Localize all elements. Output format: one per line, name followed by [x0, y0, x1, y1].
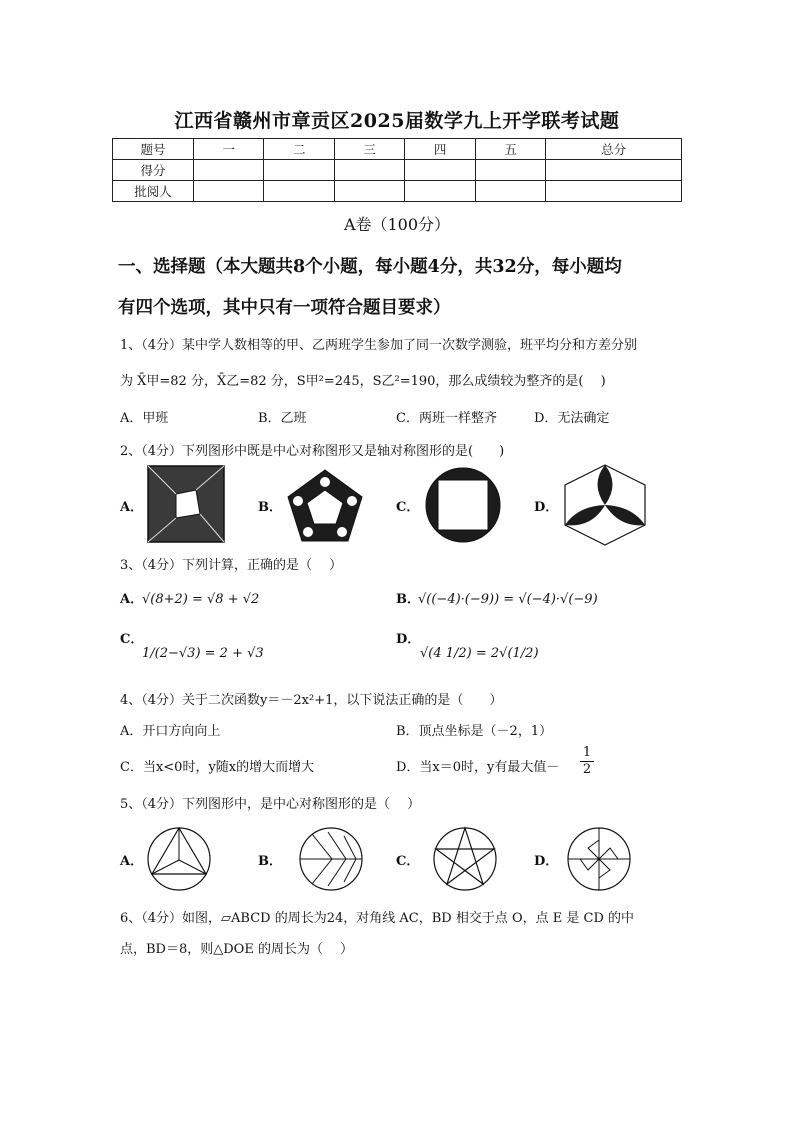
- q5-option-b[interactable]: B．: [258, 854, 282, 869]
- hexagon-petals-figure: [562, 464, 648, 546]
- q3-stem: 3、（4分）下列计算，正确的是（ ）: [120, 558, 343, 573]
- table-cell[interactable]: [405, 181, 475, 202]
- volume-heading: A卷（100分）: [343, 215, 451, 234]
- table-row: [113, 181, 682, 202]
- q2-stem: 2、（4分）下列图形中既是中心对称图形又是轴对称图形的是( ): [120, 444, 505, 459]
- table-cell: 题号: [113, 139, 194, 160]
- table-cell: 二: [264, 139, 334, 160]
- table-cell: 一: [194, 139, 264, 160]
- q3-option-b[interactable]: B．: [396, 592, 420, 607]
- pinwheel-square-figure: [148, 466, 224, 542]
- q2-option-d[interactable]: D．: [534, 500, 559, 515]
- q4-fraction: [580, 745, 594, 778]
- q1-option-a[interactable]: A．甲班: [120, 411, 169, 426]
- q3-option-c[interactable]: C．: [120, 632, 144, 647]
- q4-option-a[interactable]: A．开口方向向上: [120, 724, 221, 739]
- circle-pinwheel-figure: [566, 826, 632, 892]
- q1-option-d[interactable]: D．无法确定: [534, 411, 610, 426]
- table-cell: 三: [334, 139, 404, 160]
- table-cell[interactable]: [194, 160, 264, 181]
- table-cell[interactable]: [194, 181, 264, 202]
- q3-option-d[interactable]: D．: [396, 632, 421, 647]
- q2-option-a[interactable]: A．: [120, 500, 144, 515]
- q3-expr-b: √((−4)·(−9)) = √(−4)·√(−9): [418, 592, 598, 607]
- table-cell[interactable]: [475, 181, 545, 202]
- section-heading-line1: 一、选择题（本大题共8个小题，每小题4分，共32分，每小题均: [118, 257, 622, 277]
- q6-line2: 点，BD＝8，则△DOE 的周长为（ ）: [120, 942, 354, 957]
- fraction-numerator: 1: [580, 745, 594, 762]
- q2-option-b[interactable]: B．: [258, 500, 282, 515]
- table-cell[interactable]: [405, 160, 475, 181]
- table-cell[interactable]: [264, 160, 334, 181]
- q1-line2: 为 X̄甲=82 分，X̄乙=82 分，S甲²=245，S乙²=190，那么成绩较为整齐的是( ): [120, 374, 606, 389]
- q4-stem: 4、（4分）关于二次函数y＝－2x²+1，以下说法正确的是（ ）: [120, 693, 503, 708]
- table-cell: 批阅人: [113, 181, 194, 202]
- circle-square-figure: [424, 466, 502, 544]
- q4-option-c[interactable]: C．当x<0时，y随x的增大而增大: [120, 760, 315, 775]
- q5-option-d[interactable]: D．: [534, 854, 559, 869]
- table-cell[interactable]: [264, 181, 334, 202]
- section-heading-line2: 有四个选项，其中只有一项符合题目要求）: [118, 298, 451, 318]
- table-cell[interactable]: [334, 181, 404, 202]
- q3-expr-a: √(8+2) = √8 + √2: [142, 592, 260, 607]
- table-row: [113, 139, 682, 160]
- circle-triangle-figure: [146, 826, 212, 892]
- q5-option-c[interactable]: C．: [396, 854, 420, 869]
- table-cell[interactable]: [546, 160, 682, 181]
- table-cell[interactable]: [546, 181, 682, 202]
- q3-expr-c: 1/(2−√3) = 2 + √3: [142, 646, 264, 661]
- q2-option-c[interactable]: C．: [396, 500, 420, 515]
- table-cell: 总分: [546, 139, 682, 160]
- q6-line1: 6、（4分）如图，▱ABCD 的周长为24，对角线 AC，BD 相交于点 O，点 E 是 CD 的中: [120, 911, 635, 926]
- table-cell: 四: [405, 139, 475, 160]
- circle-star-figure: [432, 826, 498, 892]
- circle-arrows-figure: [298, 826, 364, 892]
- q4-option-d[interactable]: D．当x＝0时，y有最大值－: [396, 760, 560, 775]
- q5-stem: 5、（4分）下列图形中，是中心对称图形的是（ ）: [120, 797, 421, 812]
- table-cell[interactable]: [334, 160, 404, 181]
- page-title: 江西省赣州市章贡区2025届数学九上开学联考试题: [174, 110, 620, 132]
- q1-stem: 1、（4分）某中学人数相等的甲、乙两班学生参加了同一次数学测验，班平均分和方差分别: [120, 338, 638, 353]
- fraction-denominator: 2: [582, 762, 592, 777]
- q3-option-a[interactable]: A．: [120, 592, 144, 607]
- q1-option-b[interactable]: B．乙班: [258, 411, 307, 426]
- q4-option-b[interactable]: B．顶点坐标是（－2，1）: [396, 724, 553, 739]
- table-cell: 五: [475, 139, 545, 160]
- pentagon-ring-figure: [286, 468, 364, 544]
- q3-expr-d: √(4 1/2) = 2√(1/2): [420, 646, 539, 661]
- table-row: [113, 160, 682, 181]
- table-cell[interactable]: [475, 160, 545, 181]
- q5-option-a[interactable]: A．: [120, 854, 144, 869]
- q1-option-c[interactable]: C．两班一样整齐: [396, 411, 497, 426]
- table-cell: 得分: [113, 160, 194, 181]
- score-table: [112, 138, 682, 202]
